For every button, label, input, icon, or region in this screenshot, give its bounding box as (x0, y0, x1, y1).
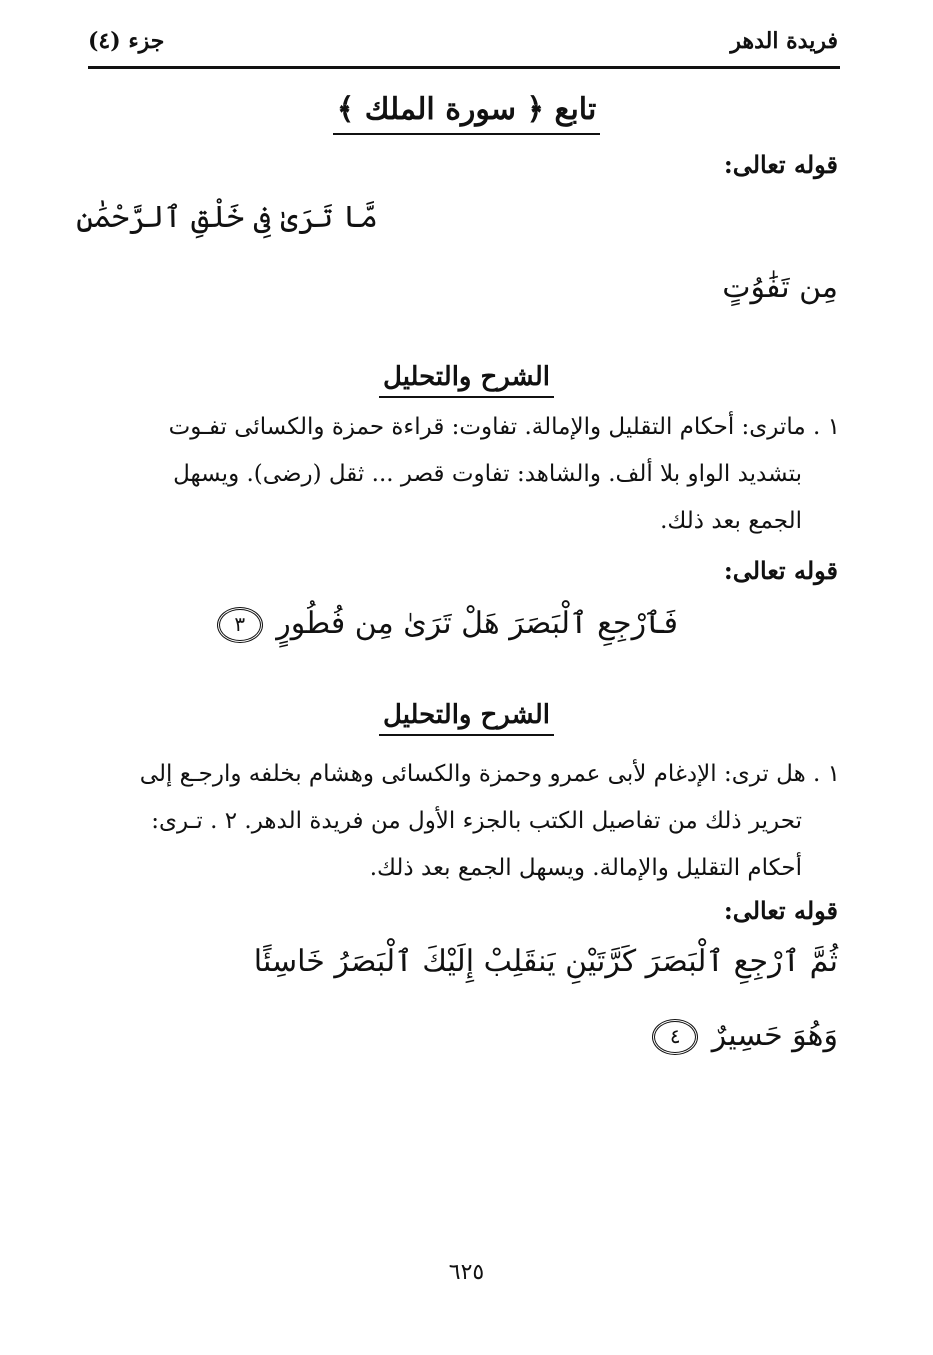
verse-1-line-1: مَّا تَرَىٰ فِى خَلْقِ ٱلرَّحْمَٰنِ (76, 200, 378, 235)
commentary-1-line-2: بتشديد الواو بلا ألف. والشاهد: تفاوت قصر ... ثقل (رضى). ويسهل (173, 461, 802, 487)
section-heading-1-text: الشرح والتحليل (379, 362, 554, 398)
section-heading-2 (0, 700, 933, 736)
verse-3-line-2 (648, 1018, 838, 1055)
commentary-2 (88, 751, 840, 892)
section-heading-1 (0, 362, 933, 398)
commentary-2-line-2: تحرير ذلك من تفاصيل الكتب بالجزء الأول من فريدة الدهر. ٢ . تـرى: (151, 808, 802, 834)
verse-2-text: فَٱرْجِعِ ٱلْبَصَرَ هَلْ تَرَىٰ مِن فُطُورٍ (276, 606, 678, 641)
commentary-1-line-3: الجمع بعد ذلك. (660, 508, 802, 534)
page-title (0, 92, 933, 135)
verse-3-line-1: ثُمَّ ٱرْجِعِ ٱلْبَصَرَ كَرَّتَيْنِ يَنقَلِبْ إِلَيْكَ ٱلْبَصَرُ خَاسِئًا (253, 944, 838, 979)
verse-2 (213, 606, 678, 643)
verse-3-line-2-text: وَهُوَ حَسِيرٌ (711, 1018, 838, 1053)
section-heading-2-text: الشرح والتحليل (379, 700, 554, 736)
ayah-number-mark: ٤ (652, 1019, 698, 1055)
commentary-1 (88, 404, 840, 545)
qawluh-label-1: قوله تعالى: (723, 150, 838, 179)
commentary-2-line-1: ١ . هل ترى: الإدغام لأبى عمرو وحمزة والكسائى وهشام بخلفه وارجـع إلى (139, 761, 840, 787)
verse-1-line-2: مِن تَفَٰوُتٍ (722, 270, 838, 305)
commentary-1-line-1: ١ . ماترى: أحكام التقليل والإمالة. تفاوت: قراءة حمزة والكسائى تفـوت (168, 414, 840, 440)
page-number: ٦٢٥ (448, 1260, 485, 1285)
qawluh-label-3: قوله تعالى: (723, 896, 838, 925)
running-header-volume: جزء (٤) (88, 28, 165, 54)
qawluh-label-2: قوله تعالى: (723, 556, 838, 585)
header-rule (88, 66, 840, 69)
running-header-title: فريدة الدهر (730, 28, 838, 54)
ayah-number-mark: ٣ (217, 607, 263, 643)
commentary-2-line-3: أحكام التقليل والإمالة. ويسهل الجمع بعد ذلك. (369, 855, 802, 881)
page-title-text: تابع ﴿ سورة الملك ﴾ (333, 92, 601, 135)
